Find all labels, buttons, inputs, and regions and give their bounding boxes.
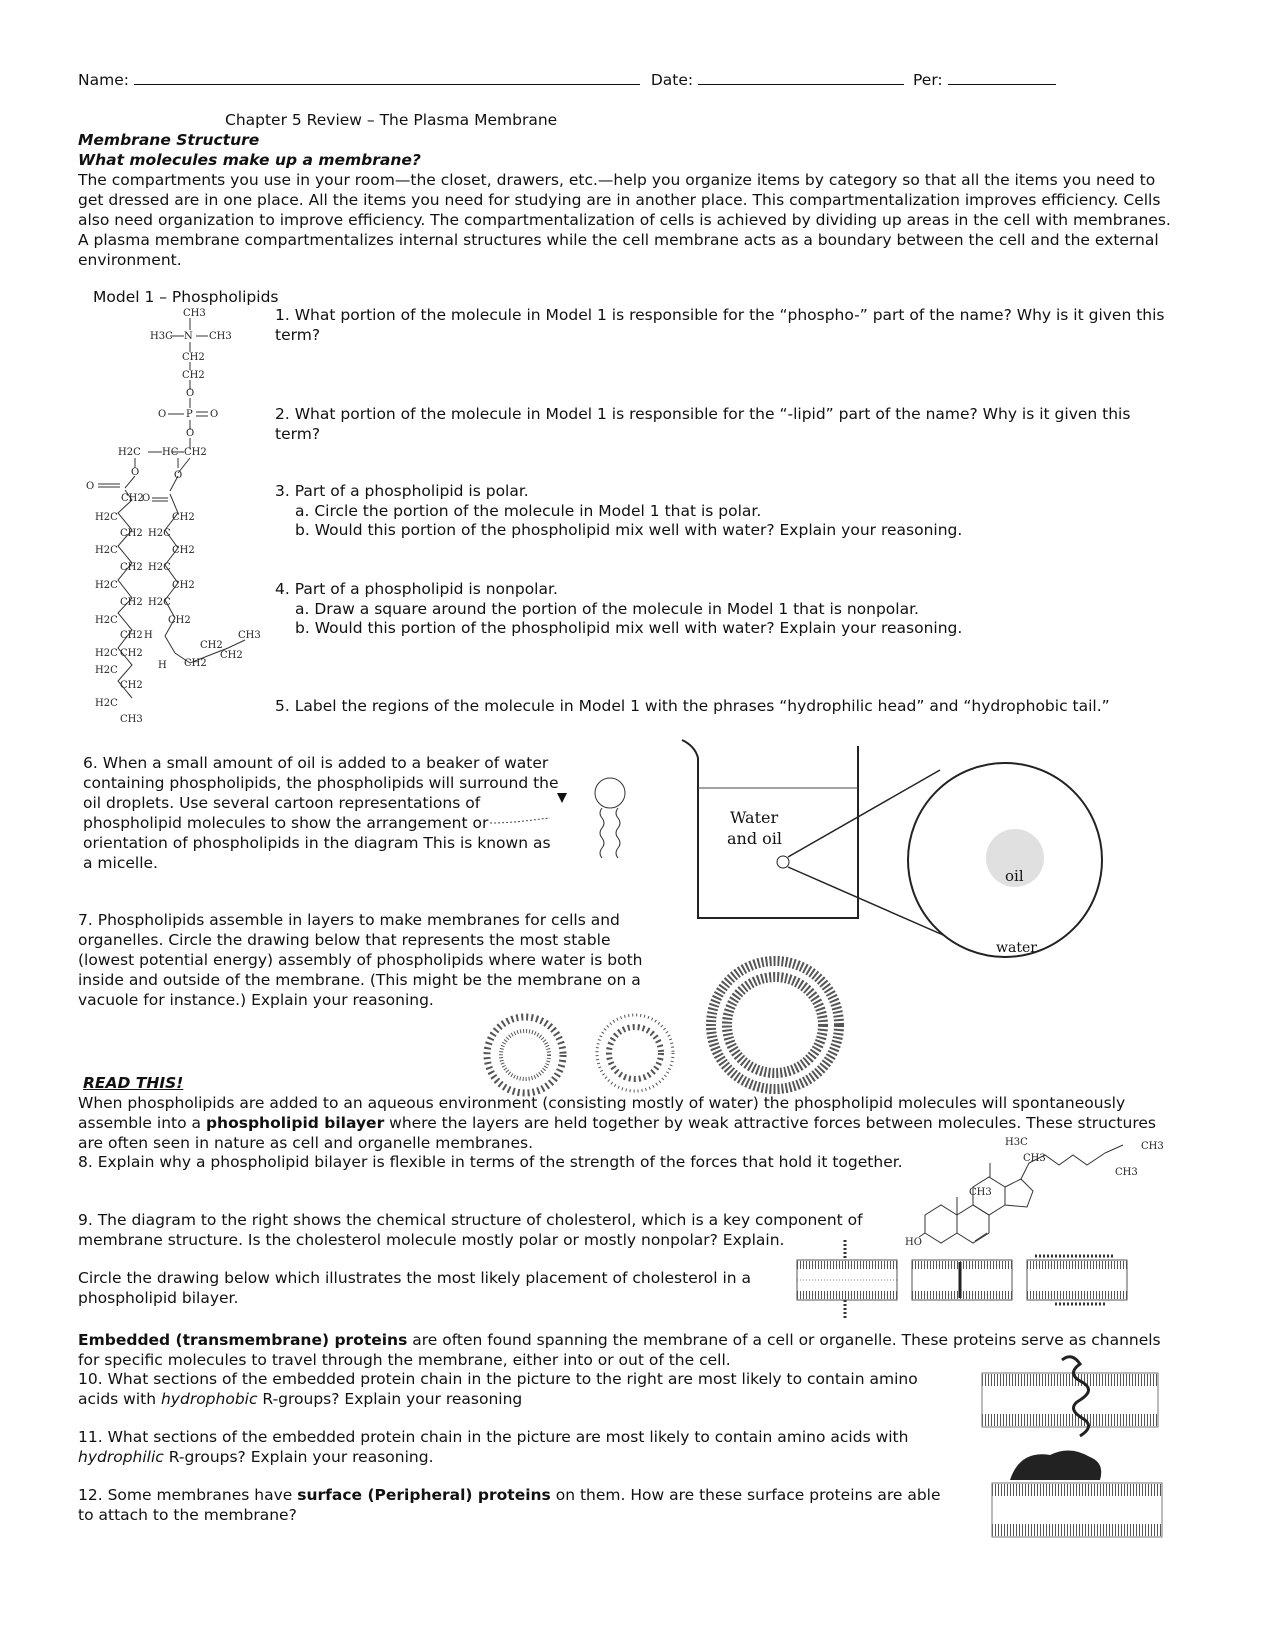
chem-label: HC [162, 447, 179, 458]
read-this-heading: READ THIS! [83, 1074, 184, 1092]
question-3: 3. Part of a phospholipid is polar. [275, 482, 529, 500]
chem-label: CH3 [209, 331, 232, 342]
question-4a: a. Draw a square around the portion of the molecule in Model 1 that is nonpolar. [295, 600, 919, 618]
chem-label: O [174, 470, 183, 481]
chem-label: H2C [95, 648, 118, 659]
cholesterol-option-3[interactable] [1025, 1240, 1130, 1320]
chem-label: CH3 [969, 1187, 992, 1198]
chem-label: H [158, 660, 167, 671]
question-1: 1. What portion of the molecule in Model 1 is responsible for the “phospho-” part of the name? Why is it given this term? [275, 306, 1165, 344]
chem-label: O [158, 409, 167, 420]
question-6: 6. When a small amount of oil is added to a beaker of water containing phospholipids, the phospholipids will surround the oil droplets. Use several cartoon representations of phospholipid molecules to show the arrangement or orientation of phospholipids in the diagram This is known as a micelle. [83, 754, 559, 872]
read-text-part: When phospholipids are added to an aqueous environment (consisting mostly of water) the phospholipid molecules will spontaneously assemble into a [78, 1094, 1126, 1132]
embedded-bold: Embedded (transmembrane) proteins [78, 1331, 408, 1349]
q10-part: 10. What sections of the embedded protein chain in the picture to the right are most likely to contain amino acids with [78, 1370, 918, 1408]
chem-label: HO [905, 1237, 922, 1248]
q11-part: 11. What sections of the embedded protein chain in the picture are most likely to contain amino acids with [78, 1428, 909, 1446]
chem-label: CH3 [183, 308, 206, 319]
chem-label: H2C [118, 447, 141, 458]
beaker-label-water: Water [730, 808, 779, 827]
peripheral-protein-diagram [990, 1445, 1165, 1545]
per-field[interactable] [948, 70, 1056, 85]
chem-label: N [184, 331, 193, 342]
date-field[interactable] [698, 70, 904, 85]
per-label: Per: [912, 71, 943, 89]
chem-label: CH2 [220, 650, 243, 661]
chem-label: H2C [95, 512, 118, 523]
section-question: What molecules make up a membrane? [78, 151, 421, 169]
question-3b: b. Would this portion of the phospholipid mix well with water? Explain your reasoning. [295, 521, 963, 539]
phospholipid-cartoon [490, 768, 660, 878]
chem-label: CH2 [172, 580, 195, 591]
assembly-option-reverse-micelle[interactable] [590, 1005, 680, 1100]
chem-label: CH2 [120, 528, 143, 539]
section-title: Membrane Structure [78, 131, 260, 149]
transmembrane-protein-diagram [980, 1355, 1160, 1440]
name-field[interactable] [134, 70, 640, 85]
chem-label: O [131, 467, 140, 478]
chem-label: H2C [95, 615, 118, 626]
model1-label: Model 1 – Phospholipids [93, 288, 279, 306]
cholesterol-option-2[interactable] [910, 1240, 1015, 1320]
chem-label: CH3 [1115, 1167, 1138, 1178]
chem-label: H [144, 630, 153, 641]
header-row [78, 70, 1056, 90]
beaker-diagram [680, 738, 1160, 958]
q12-part: on them. How are these surface proteins are able to attach to the membrane? [78, 1486, 941, 1524]
q10-part: R-groups? Explain your reasoning [257, 1390, 523, 1408]
chem-label: O [86, 481, 95, 492]
chem-label: CH2 [120, 648, 143, 659]
q12-part: 12. Some membranes have [78, 1486, 298, 1504]
chem-label: CH3 [1141, 1141, 1164, 1152]
q10-italic: hydrophobic [160, 1390, 258, 1408]
chem-label: CH2 [184, 447, 207, 458]
question-2: 2. What portion of the molecule in Model 1 is responsible for the “-lipid” part of the name? Why is it given this term? [275, 405, 1131, 443]
question-4b: b. Would this portion of the phospholipid mix well with water? Explain your reasoning. [295, 619, 963, 637]
chem-label: CH2 [172, 512, 195, 523]
chem-label: H3C [1005, 1137, 1028, 1148]
chem-label: H2C [148, 562, 171, 573]
chem-label: CH2 [168, 615, 191, 626]
water-label: water [996, 940, 1037, 956]
question-3a: a. Circle the portion of the molecule in Model 1 that is polar. [295, 502, 762, 520]
question-4: 4. Part of a phospholipid is nonpolar. [275, 580, 558, 598]
chem-label: CH2 [182, 370, 205, 381]
chem-label: CH2 [120, 597, 143, 608]
embedded-text: are often found spanning the membrane of a cell or organelle. These proteins serve as channels for specific molecules to travel through the membrane, either into or out of the cell. [78, 1331, 1161, 1369]
chem-label: CH3 [1023, 1153, 1046, 1164]
chem-label: H3C [150, 331, 173, 342]
chem-label: O [186, 428, 195, 439]
assembly-option-vesicle[interactable] [705, 955, 845, 1095]
page-title: Chapter 5 Review – The Plasma Membrane [225, 111, 558, 129]
oil-label: oil [1005, 867, 1024, 885]
chem-label: P [186, 409, 193, 420]
chem-label: CH2 [200, 640, 223, 651]
question-10 [78, 1369, 938, 1409]
intro-paragraph: The compartments you use in your room—the closet, drawers, etc.—help you organize items by category so that all the items you need to get dressed are in one place. All the items you need for studying are in another place. This compartmentalization improves efficiency. Cells also need organization to improve efficiency. The compartmentalization of cells is achieved by dividing up areas in the cell with membranes. A plasma membrane compartmentalizes internal structures while the cell membrane acts as a boundary between the cell and the external environment. [78, 171, 1171, 269]
chem-label: CH3 [238, 630, 261, 641]
question-8: 8. Explain why a phospholipid bilayer is flexible in terms of the strength of the forces that hold it together. [78, 1153, 903, 1171]
cholesterol-option-1[interactable] [795, 1240, 900, 1320]
chem-label: CH2 [120, 562, 143, 573]
question-9: 9. The diagram to the right shows the chemical structure of cholesterol, which is a key component of membrane structure. Is the cholesterol molecule mostly polar or mostly nonpolar? Explain. [78, 1211, 863, 1249]
chem-label: H2C [95, 698, 118, 709]
chem-label: H2C [95, 545, 118, 556]
q11-italic: hydrophilic [78, 1448, 164, 1466]
chem-label: CH2 [172, 545, 195, 556]
chem-label: H2C [95, 580, 118, 591]
chem-label: CH2 [182, 352, 205, 363]
q11-part: R-groups? Explain your reasoning. [163, 1448, 434, 1466]
chem-label: CH2 [121, 493, 144, 504]
chem-label: H2C [148, 528, 171, 539]
q12-bold: surface (Peripheral) proteins [297, 1486, 551, 1504]
chem-label: O [186, 388, 195, 399]
chem-label: O [142, 493, 151, 504]
assembly-option-micelle[interactable] [480, 1010, 570, 1100]
question-11 [78, 1427, 938, 1467]
read-text-bold: phospholipid bilayer [205, 1114, 385, 1132]
beaker-label-oil: and oil [727, 829, 783, 848]
question-7: 7. Phospholipids assemble in layers to make membranes for cells and organelles. Circle the drawing below that represents the most stable (lowest potential energy) assembly of phospholipids where water is both inside and outside of the membrane. (This might be the membrane on a vacuole for instance.) Explain your reasoning. [78, 911, 643, 1009]
question-12 [78, 1485, 958, 1525]
question-5: 5. Label the regions of the molecule in Model 1 with the phrases “hydrophilic head” and “hydrophobic tail.” [275, 697, 1110, 715]
name-label: Name: [78, 71, 129, 89]
phospholipid-structure-diagram [80, 308, 280, 738]
question-9b: Circle the drawing below which illustrates the most likely placement of cholesterol in a phospholipid bilayer. [78, 1269, 752, 1307]
chem-label: CH3 [120, 714, 143, 725]
chem-label: O [210, 409, 219, 420]
chem-label: CH2 [184, 658, 207, 669]
chem-label: H2C [95, 665, 118, 676]
chem-label: CH2 [120, 630, 143, 641]
chem-label: CH2 [120, 680, 143, 691]
read-text-part: where the layers are held together by weak attractive forces between molecules. These structures are often seen in nature as cell and organelle membranes. [78, 1114, 1156, 1152]
chem-label: H2C [148, 597, 171, 608]
date-label: Date: [650, 71, 694, 89]
